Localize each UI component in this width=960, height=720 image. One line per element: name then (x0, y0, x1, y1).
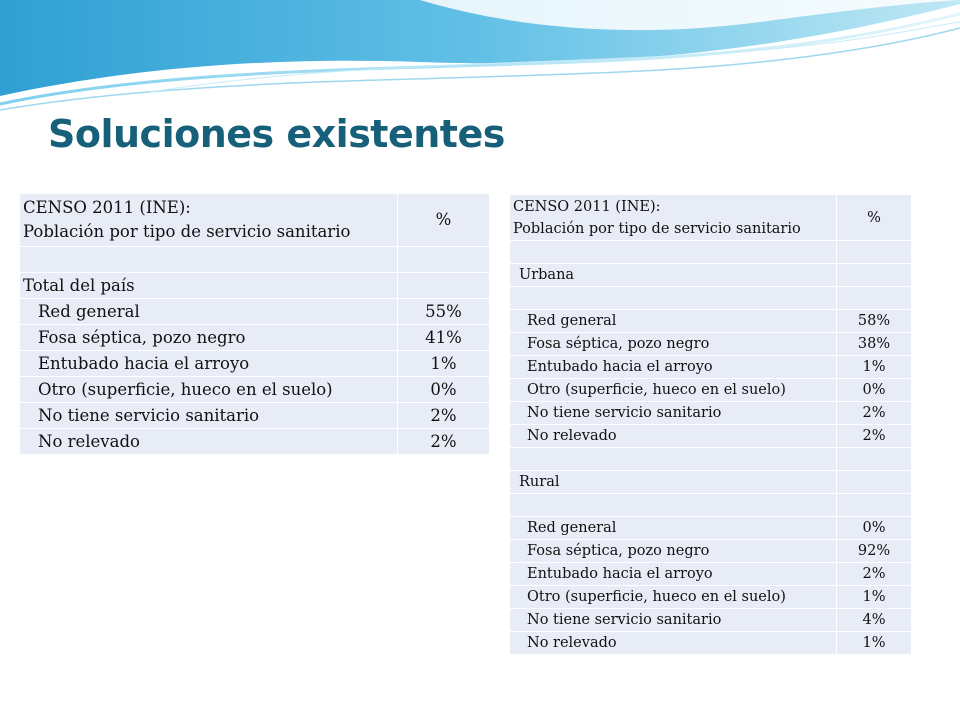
row-value: 4% (837, 609, 912, 632)
row-value: 1% (837, 586, 912, 609)
header-line-2: Población por tipo de servicio sanitario (23, 222, 351, 241)
header-wave-decoration (0, 0, 960, 115)
table-row (20, 299, 490, 325)
table-row (20, 377, 490, 403)
header-line-2: Población por tipo de servicio sanitario (513, 220, 801, 237)
header-line-1: CENSO 2011 (INE): (23, 198, 191, 217)
table-row (510, 310, 912, 333)
table-header-row (20, 194, 490, 247)
table-row (20, 351, 490, 377)
table-header-row (510, 195, 912, 241)
table-row (510, 586, 912, 609)
row-value: 2% (398, 429, 490, 455)
section-row-rural (510, 471, 912, 494)
row-value: 1% (398, 351, 490, 377)
row-label: No tiene servicio sanitario (510, 402, 837, 425)
table-row (510, 356, 912, 379)
row-label: Red general (510, 517, 837, 540)
row-value: 1% (837, 632, 912, 655)
table-row (510, 563, 912, 586)
table-row (20, 325, 490, 351)
section-row (20, 273, 490, 299)
row-value: 55% (398, 299, 490, 325)
row-value: 2% (837, 402, 912, 425)
row-label: Fosa séptica, pozo negro (20, 325, 398, 351)
table-row (20, 429, 490, 455)
blank-row (20, 247, 490, 273)
row-label: No relevado (510, 632, 837, 655)
row-label: Otro (superficie, hueco en el suelo) (510, 379, 837, 402)
slide-title: Soluciones existentes (48, 112, 505, 156)
blank-row (510, 494, 912, 517)
row-value: 0% (837, 379, 912, 402)
section-label: Urbana (510, 264, 837, 287)
census-total-table (19, 193, 490, 455)
table-row (510, 632, 912, 655)
row-label: Fosa séptica, pozo negro (510, 540, 837, 563)
row-value: 2% (837, 563, 912, 586)
table-header-label (20, 194, 398, 247)
blank-row (510, 448, 912, 471)
table-row (20, 403, 490, 429)
row-value: 58% (837, 310, 912, 333)
blank-row (510, 241, 912, 264)
row-label: No tiene servicio sanitario (20, 403, 398, 429)
table-header-percent: % (837, 195, 912, 241)
table-row (510, 379, 912, 402)
section-label: Rural (510, 471, 837, 494)
row-label: Otro (superficie, hueco en el suelo) (510, 586, 837, 609)
row-label: Red general (510, 310, 837, 333)
section-row-urbana (510, 264, 912, 287)
row-label: Red general (20, 299, 398, 325)
row-value: 2% (837, 425, 912, 448)
row-label: Entubado hacia el arroyo (20, 351, 398, 377)
row-value: 38% (837, 333, 912, 356)
row-value: 41% (398, 325, 490, 351)
row-value: 0% (398, 377, 490, 403)
row-value: 2% (398, 403, 490, 429)
row-value: 92% (837, 540, 912, 563)
table-row (510, 402, 912, 425)
census-area-table (509, 194, 912, 655)
table-row (510, 517, 912, 540)
row-label: Entubado hacia el arroyo (510, 563, 837, 586)
header-line-1: CENSO 2011 (INE): (513, 198, 661, 215)
row-label: Otro (superficie, hueco en el suelo) (20, 377, 398, 403)
table-row (510, 333, 912, 356)
row-label: No tiene servicio sanitario (510, 609, 837, 632)
table-header-percent: % (398, 194, 490, 247)
table-row (510, 540, 912, 563)
row-label: Fosa séptica, pozo negro (510, 333, 837, 356)
table-row (510, 425, 912, 448)
row-value: 0% (837, 517, 912, 540)
table-header-label (510, 195, 837, 241)
row-label: Entubado hacia el arroyo (510, 356, 837, 379)
blank-row (510, 287, 912, 310)
row-value: 1% (837, 356, 912, 379)
row-label: No relevado (510, 425, 837, 448)
row-label: No relevado (20, 429, 398, 455)
section-label: Total del país (20, 273, 398, 299)
table-row (510, 609, 912, 632)
